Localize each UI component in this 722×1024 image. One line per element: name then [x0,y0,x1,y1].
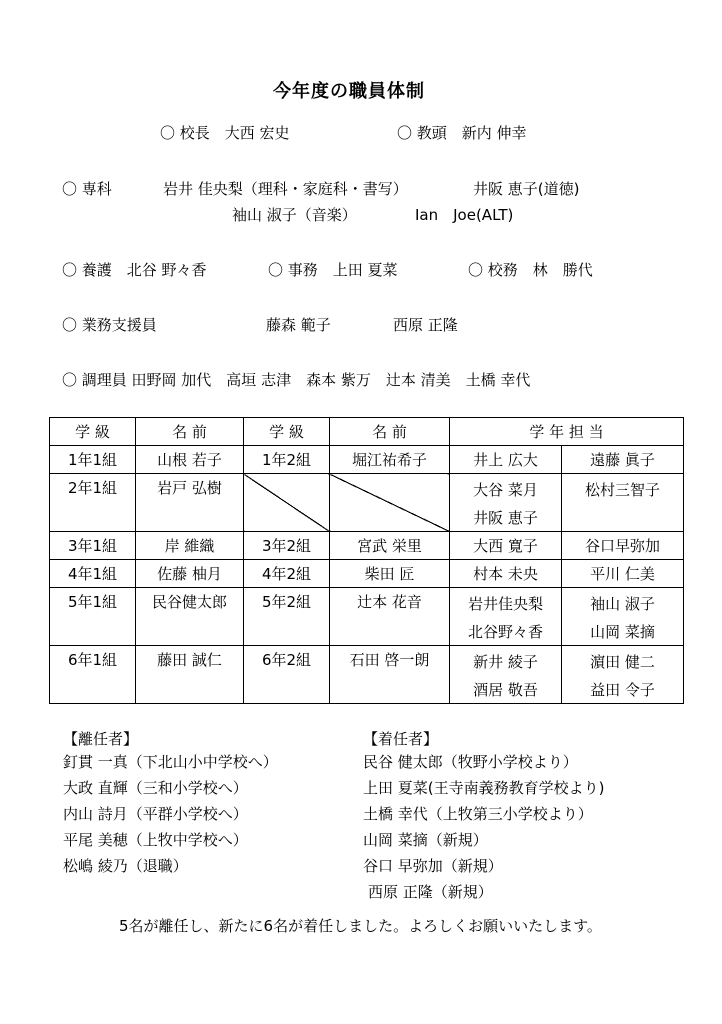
departing-heading: 【離任者】 [63,730,139,748]
class-cell: 4年1組 [50,560,136,588]
teacher-cell: 藤田 誠仁 [136,646,244,677]
list-item: 大政 直輝（三和小学校へ） [63,779,248,797]
arriving-heading: 【着任者】 [363,730,439,748]
class-cell: 4年2組 [244,560,330,588]
specialist-teacher-3: 袖山 淑子（音楽） [232,206,357,224]
specialist-teacher-1: 岩井 佳央梨（理科・家庭科・書写） [163,180,408,198]
specialist-teacher-4: Ian Joe(ALT) [415,206,514,224]
assistant-2: 西原 正隆 [393,316,458,334]
grade-staff-cell: 岩井佳央梨 [450,588,562,619]
list-item: 山岡 菜摘（新規） [363,831,488,849]
header-class-1: 学 級 [50,418,136,446]
header-name-1: 名 前 [136,418,244,446]
teacher-cell: 岸 維織 [136,532,244,560]
principal: 〇 校長 大西 宏史 [160,124,290,142]
grade-staff-cell: 酒居 敬吾 [450,676,562,704]
teacher-cell-continued [330,676,450,704]
header-class-2: 学 級 [244,418,330,446]
grade-staff-cell: 谷口早弥加 [562,532,684,560]
table-row-continued [50,676,684,704]
teacher-cell: 石田 啓一朗 [330,646,450,677]
grade-staff-cell: 大西 寛子 [450,532,562,560]
class-cell: 3年1組 [50,532,136,560]
class-cell-continued [244,676,330,704]
class-cell-continued [50,676,136,704]
class-cell: 1年2組 [244,446,330,474]
assistants-label: 〇 業務支援員 [62,316,157,334]
teacher-cell: 宮武 栄里 [330,532,450,560]
grade-staff-cell: 山岡 菜摘 [562,618,684,646]
class-cell: 5年1組 [50,588,136,619]
teacher-cell: 佐藤 柚月 [136,560,244,588]
table-row [50,532,684,560]
teacher-cell: 堀江祐希子 [330,446,450,474]
teacher-cell-continued [136,618,244,646]
class-cell-continued [244,618,330,646]
list-item: 西原 正隆（新規） [368,883,493,901]
empty-teacher-cell [330,474,450,532]
nurse: 〇 養護 北谷 野々香 [62,261,207,279]
arriving-list [363,749,604,905]
specialist-teacher-2: 井阪 恵子(道徳) [473,180,580,198]
list-item: 釘貫 一真（下北山小中学校へ） [63,753,278,771]
grade-staff-cell: 益田 令子 [562,676,684,704]
grade-staff-cell: 井阪 恵子 [450,504,562,532]
class-cell: 5年2組 [244,588,330,619]
empty-class-cell [244,474,330,532]
teacher-cell: 辻本 花音 [330,588,450,619]
list-item: 民谷 健太郎（牧野小学校より） [363,753,578,771]
table-row [50,560,684,588]
header-name-2: 名 前 [330,418,450,446]
grade-staff-cell: 井上 広大 [450,446,562,474]
vice-principal: 〇 教頭 新内 伸幸 [397,124,527,142]
table-row [50,588,684,619]
table-row-continued [50,618,684,646]
grade-staff-cell-empty [562,504,684,532]
table-row [50,446,684,474]
teacher-cell: 柴田 匠 [330,560,450,588]
grade-staff-cell: 平川 仁美 [562,560,684,588]
assistant-1: 藤森 範子 [266,316,331,334]
teacher-cell: 民谷健太郎 [136,588,244,619]
class-cell: 6年2組 [244,646,330,677]
office-clerk: 〇 事務 上田 夏菜 [268,261,398,279]
table-row [50,474,684,505]
teacher-cell-continued [136,676,244,704]
class-cell: 6年1組 [50,646,136,677]
grade-staff-cell: 濵田 健二 [562,646,684,677]
page-title: 今年度の職員体制 [273,81,425,102]
specialist-label: 〇 専科 [62,180,112,198]
grade-staff-cell: 大谷 菜月 [450,474,562,505]
class-assignment-table [49,417,684,704]
cooks-row: 〇 調理員 田野岡 加代 高垣 志津 森本 紫万 辻本 清美 土橋 幸代 [62,371,531,389]
teacher-cell-continued [330,618,450,646]
teacher-cell: 山根 若子 [136,446,244,474]
grade-staff-cell: 松村三智子 [562,474,684,505]
grade-staff-cell: 遠藤 眞子 [562,446,684,474]
departing-list [63,749,278,879]
list-item: 谷口 早弥加（新規） [363,857,503,875]
grade-staff-cell: 北谷野々香 [450,618,562,646]
table-row [50,646,684,677]
list-item: 上田 夏菜(王寺南義務教育学校より) [363,779,605,797]
list-item: 土橋 幸代（上牧第三小学校より） [363,805,593,823]
facility-staff: 〇 校務 林 勝代 [468,261,593,279]
list-item: 平尾 美穂（上牧中学校へ） [63,831,248,849]
class-cell: 1年1組 [50,446,136,474]
grade-staff-cell: 袖山 淑子 [562,588,684,619]
grade-staff-cell: 村本 未央 [450,560,562,588]
list-item: 内山 詩月（平群小学校へ） [63,805,248,823]
class-cell: 2年1組 [50,474,136,505]
teacher-cell-continued [136,504,244,532]
class-cell: 3年2組 [244,532,330,560]
list-item: 松嶋 綾乃（退職） [63,857,188,875]
teacher-cell: 岩戸 弘樹 [136,474,244,505]
grade-staff-cell: 新井 綾子 [450,646,562,677]
closing-message: 5名が離任し、新たに6名が着任しました。よろしくお願いいたします。 [119,917,602,935]
class-cell-continued [50,504,136,532]
header-grade-staff: 学 年 担 当 [450,418,684,446]
class-cell-continued [50,618,136,646]
table-header-row [50,418,684,446]
